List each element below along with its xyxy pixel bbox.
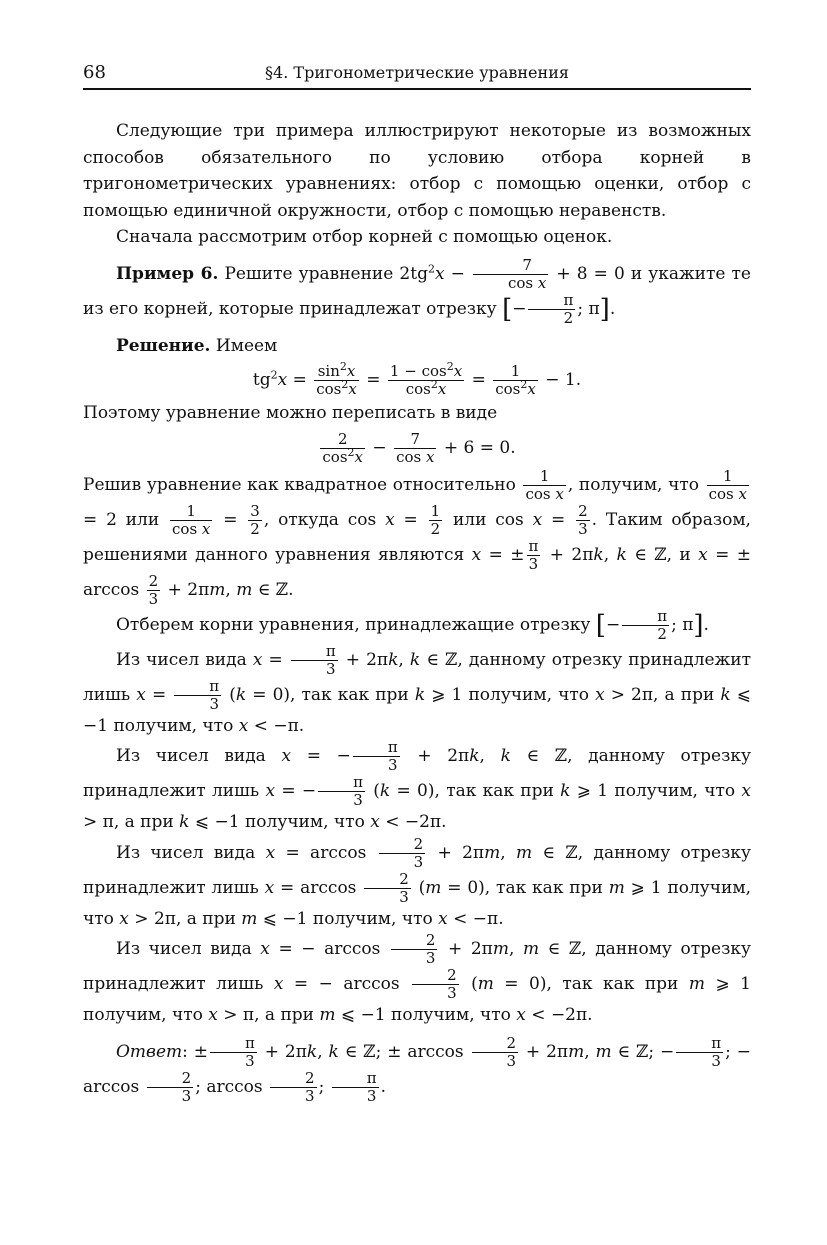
page-body: [83, 118, 751, 1105]
example-text: Решите уравнение: [224, 263, 394, 284]
solution-label: Решение.: [116, 335, 211, 356]
case-3: Из чисел вида x = arccos $\frac{2}{3}$ + 2πm, m ∈ ℤ, данному отрезку принадлежит лишь x = arccos $\frac{2}{3}$ (m = 0), так как при m ⩾ 1 получим, что x > 2π, а при m ⩽ −1 получим, что x < −π.: [83, 834, 752, 929]
solution-intro: Решение. Имеем: [116, 335, 278, 356]
formula-rewritten: $\frac{2}{\cos^2x}$ − $\frac{7}{\text{cos x}}$ + 6 = 0.: [322, 429, 516, 466]
formula-fraction: $\frac{7}{\text{cos x}}$: [473, 257, 548, 292]
intro-paragraph-2: Сначала рассмотрим отбор корней с помощью оценок.: [116, 227, 613, 247]
running-header: [83, 62, 751, 90]
answer: Ответ: ± $\frac{\pi}{3}$ + 2πk, k ∈ ℤ; ± arccos $\frac{2}{3}$ + 2πm, m ∈ ℤ; − $\frac{\pi}{3}$ ; − arccos $\frac{2}{3}$ ; arccos $\frac{2}{3}$ ; $\frac{\pi}{3}$ .: [83, 1033, 751, 1105]
intro-paragraph: Следующие три примера иллюстрируют некоторые из возможных способов обязательного по условию отбора корней в тригонометрических уравнениях: отбор с помощью оценки, отбор с помощью единичной окружности, отбор с помощью неравенств.: [83, 121, 751, 221]
example-label: Пример 6.: [116, 263, 219, 284]
section-title: §4. Тригонометрические уравнения: [265, 63, 569, 82]
case-4: Из чисел вида x = − arccos $\frac{2}{3}$ + 2πm, m ∈ ℤ, данному отрезку принадлежит лишь x = − arccos $\frac{2}{3}$ (m = 0), так как при m ⩾ 1 получим, что x > π, а при m ⩽ −1 получим, что x < −2π.: [83, 931, 751, 1025]
case-1: Из чисел вида x = $\frac{\pi}{3}$ + 2πk, k ∈ ℤ, данному отрезку принадлежит лишь x = $\frac{\pi}{3}$ (k = 0), так как при k ⩾ 1 получим, что x > 2π, а при k ⩽ −1 получим, что x < −π.: [83, 641, 752, 736]
selection-statement: Отберем корни уравнения, принадлежащие отрезку [− $\frac{\pi}{2}$ ; π].: [116, 606, 709, 643]
example-statement: Пример 6. Решите уравнение $2tg^2x$ − $\frac{7}{\text{cos x}}$ + 8 = 0 и укажите те из его корней, которые принадлежат отрезку [− $\frac{\pi}{2}$ ; π].: [83, 255, 751, 327]
page-number: 68: [83, 62, 106, 83]
formula-identity: $tg^2x$ = $\frac{\sin^2x}{\cos^2x}$ = $\frac{1 - \cos^2x}{\cos^2x}$ = $\frac{1}{\cos^2x}$ − 1.: [252, 360, 582, 398]
answer-label: Ответ: [116, 1041, 183, 1062]
case-2: Из чисел вида x = − $\frac{\pi}{3}$ + 2πk, k ∈ ℤ, данному отрезку принадлежит лишь x = − $\frac{\pi}{3}$ (k = 0), так как при k ⩾ 1 получим, что x > π, а при k ⩽ −1 получим, что x < −2π.: [83, 738, 752, 832]
solution-text: Поэтому уравнение можно переписать в виде: [83, 403, 498, 423]
solution-roots: Решив уравнение как квадратное относительно $\frac{1}{\text{cos x}}$ , получим, что $\frac{1}{\text{cos x}}$ = 2 или $\frac{1}{\text{cos x}}$ = $\frac{3}{2}$ , откуда cos x = $\frac{1}{2}$ или cos x = $\frac{2}{3}$ . Таким образом, решениями данного уравнения являются x = ± $\frac{\pi}{3}$ + 2πk, k ∈ ℤ, и x = ± arccos $\frac{2}{3}$ + 2πm, m ∈ ℤ.: [83, 466, 752, 608]
